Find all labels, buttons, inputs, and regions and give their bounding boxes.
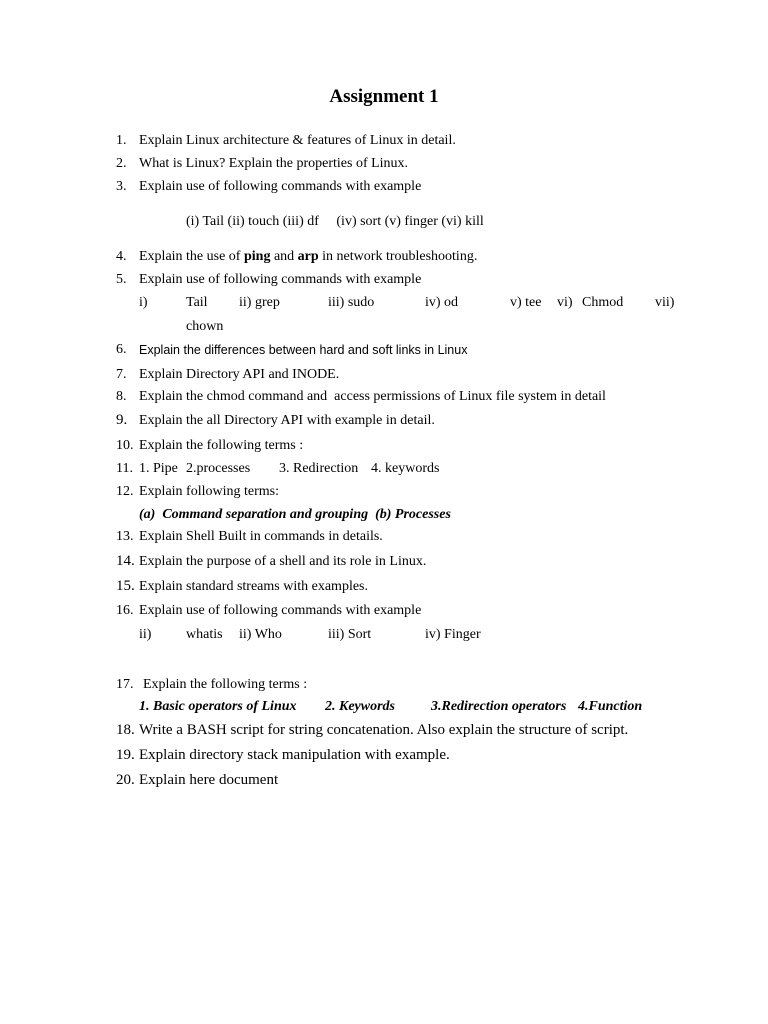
question-number: 3. [116,179,127,194]
command-item: vii) [655,295,675,310]
question-text: Explain the following terms : [143,677,308,692]
question-text: Explain Linux architecture & features of Linux in detail. [139,133,456,148]
command-item: whatis [186,627,223,642]
question-number: 5. [116,272,127,287]
question-number: 17. [116,677,134,692]
bold-term: ping [243,249,271,264]
question-text: Explain the chmod command and access permissions of Linux file system in detail [139,389,606,404]
question-text: What is Linux? Explain the properties of Linux. [139,156,409,171]
command-item: iii) sudo [328,295,375,310]
command-item: ii) grep [239,295,280,310]
question-text: Explain following terms: [139,484,279,499]
question-subtext: (a) Command separation and grouping (b) Processes [139,507,451,522]
question-number: 9. [116,412,128,428]
bold-term: arp [297,249,319,264]
question-text: Explain directory stack manipulation with example. [139,747,450,763]
command-item: chown [186,319,224,334]
question-text: Explain use of following commands with example [139,179,422,194]
term-item: 3.Redirection operators [431,699,567,714]
command-item: vi) [557,295,573,310]
question-number: 7. [116,367,127,382]
question-text: Write a BASH script for string concatenation. Also explain the structure of script. [139,722,629,738]
question-text: Explain Shell Built in commands in details. [139,529,383,544]
question-number: 14. [116,553,135,569]
question-text: Explain here document [139,772,279,788]
question-number: 20. [116,772,135,788]
command-item: iv) Finger [425,627,481,642]
question-subtext: (i) Tail (ii) touch (iii) df (iv) sort (v) finger (vi) kill [186,214,484,229]
question-number: 12. [116,484,134,499]
term-item: 4.Function [578,699,643,714]
question-text: Explain the differences between hard and soft links in Linux [139,343,468,357]
question-text: Explain Directory API and INODE. [139,367,340,382]
question-text: Explain standard streams with examples. [139,579,368,594]
command-item: ii) Who [239,627,282,642]
question-number: 1. [116,133,127,148]
question-number: 11. [116,461,133,476]
command-item: ii) [139,627,152,642]
command-item: v) tee [510,295,542,310]
term-item: 4. keywords [371,461,440,476]
question-text: Explain the use of ping and arp in network troubleshooting. [139,249,478,264]
question-text: Explain the following terms : [139,438,304,453]
question-number: 16. [116,603,134,618]
question-number: 10. [116,438,134,453]
question-text: Explain the purpose of a shell and its role in Linux. [139,554,427,569]
question-number: 15. [116,578,135,594]
question-number: 2. [116,156,127,171]
page-title: Assignment 1 [329,86,439,107]
command-item: i) [139,295,148,310]
term-item: 1. Pipe [139,461,178,476]
term-item: 3. Redirection [279,461,359,476]
command-item: iv) od [425,295,459,310]
question-text: Explain use of following commands with example [139,272,422,287]
question-number: 8. [116,389,127,404]
term-item: 2.processes [186,461,251,476]
question-text: Explain use of following commands with example [139,603,422,618]
question-number: 13. [116,529,134,544]
command-item: Tail [186,295,208,310]
command-item: iii) Sort [328,627,372,642]
question-number: 19. [116,747,135,763]
command-item: Chmod [582,295,624,310]
term-item: 1. Basic operators of Linux [139,699,297,714]
question-number: 4. [116,249,127,264]
question-text: Explain the all Directory API with example in detail. [139,413,435,428]
question-number: 6. [116,342,127,357]
question-number: 18. [116,722,135,738]
term-item: 2. Keywords [325,699,395,714]
